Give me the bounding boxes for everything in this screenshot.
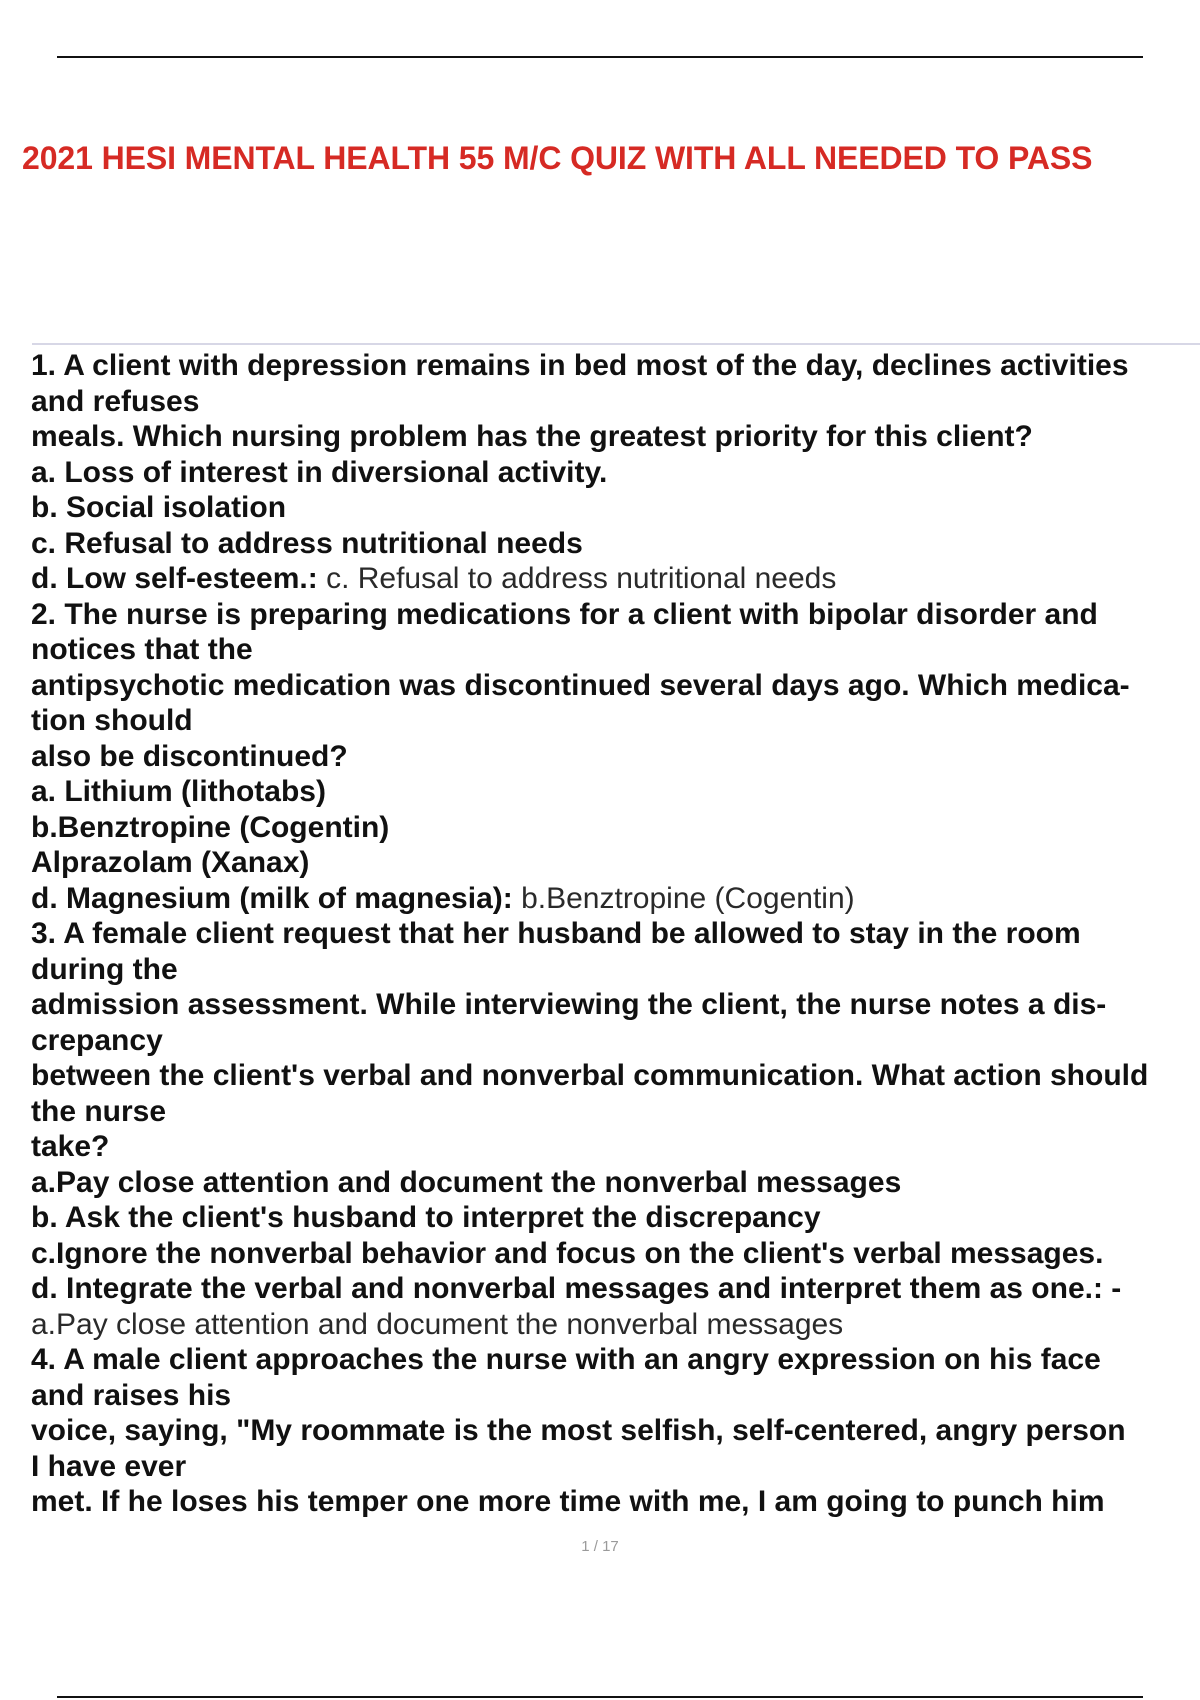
option-d: d. Integrate the verbal and nonverbal messages and interpret them as one.: - <box>31 1272 1122 1305</box>
question-line: crepancy <box>31 1023 163 1057</box>
option-d: d. Low self-esteem.: <box>31 562 318 595</box>
question-2 <box>31 597 1200 917</box>
question-line: meals. Which nursing problem has the greatest priority for this client? <box>31 420 1033 453</box>
question-line: between the client's verbal and nonverbal communication. What action should <box>31 1059 1149 1092</box>
option-a: a. Lithium (lithotabs) <box>31 775 326 808</box>
option-d-with-answer <box>31 881 1200 917</box>
option-d: d. Magnesium (milk of magnesia): <box>31 881 513 915</box>
question-line: 2. The nurse is preparing medications for a client with bipolar disorder and <box>31 597 1098 631</box>
question-line: tion should <box>31 704 193 737</box>
question-3 <box>31 916 1200 1342</box>
question-line: met. If he loses his temper one more time with me, I am going to punch him <box>31 1485 1105 1518</box>
option-d-with-answer <box>31 561 1200 597</box>
question-line: antipsychotic medication was discontinued several days ago. Which medica- <box>31 668 1130 702</box>
option-b: b.Benztropine (Cogentin) <box>31 810 390 844</box>
question-line: 3. A female client request that her husband be allowed to stay in the room <box>31 917 1081 950</box>
question-list <box>31 348 1200 1520</box>
question-line: during the <box>31 952 178 986</box>
question-line: the nurse <box>31 1094 167 1128</box>
question-line: voice, saying, "My roommate is the most selfish, self-centered, angry person <box>31 1414 1126 1447</box>
question-line: admission assessment. While interviewing the client, the nurse notes a dis- <box>31 988 1107 1021</box>
question-line: also be discontinued? <box>31 739 348 773</box>
bottom-rule <box>57 1696 1143 1698</box>
question-line: I have ever <box>31 1449 187 1483</box>
option-b: b. Social isolation <box>31 491 287 524</box>
question-line: 4. A male client approaches the nurse with an angry expression on his face <box>31 1343 1101 1376</box>
option-c: c.Ignore the nonverbal behavior and focus on the client's verbal messages. <box>31 1236 1104 1270</box>
question-line: 1. A client with depression remains in bed most of the day, declines activities <box>31 349 1129 382</box>
question-4 <box>31 1342 1200 1520</box>
option-c: c. Refusal to address nutritional needs <box>31 526 583 560</box>
option-a: a. Loss of interest in diversional activity. <box>31 455 608 489</box>
question-1 <box>31 348 1200 597</box>
answer-text: c. Refusal to address nutritional needs <box>317 562 837 595</box>
question-line: and refuses <box>31 384 200 418</box>
page-indicator: 1 / 17 <box>581 1538 619 1555</box>
question-line: and raises his <box>31 1378 232 1412</box>
content-divider <box>32 343 1200 345</box>
top-rule <box>57 56 1143 58</box>
option-a: a.Pay close attention and document the nonverbal messages <box>31 1165 902 1199</box>
document-title: 2021 HESI MENTAL HEALTH 55 M/C QUIZ WITH ALL NEEDED TO PASS <box>22 140 1093 176</box>
answer-text: b.Benztropine (Cogentin) <box>512 881 855 915</box>
question-line: take? <box>31 1130 110 1163</box>
question-line: notices that the <box>31 633 253 666</box>
option-b: b. Ask the client's husband to interpret the discrepancy <box>31 1201 821 1234</box>
answer-text: a.Pay close attention and document the nonverbal messages <box>31 1307 844 1341</box>
option-c: Alprazolam (Xanax) <box>31 846 310 879</box>
